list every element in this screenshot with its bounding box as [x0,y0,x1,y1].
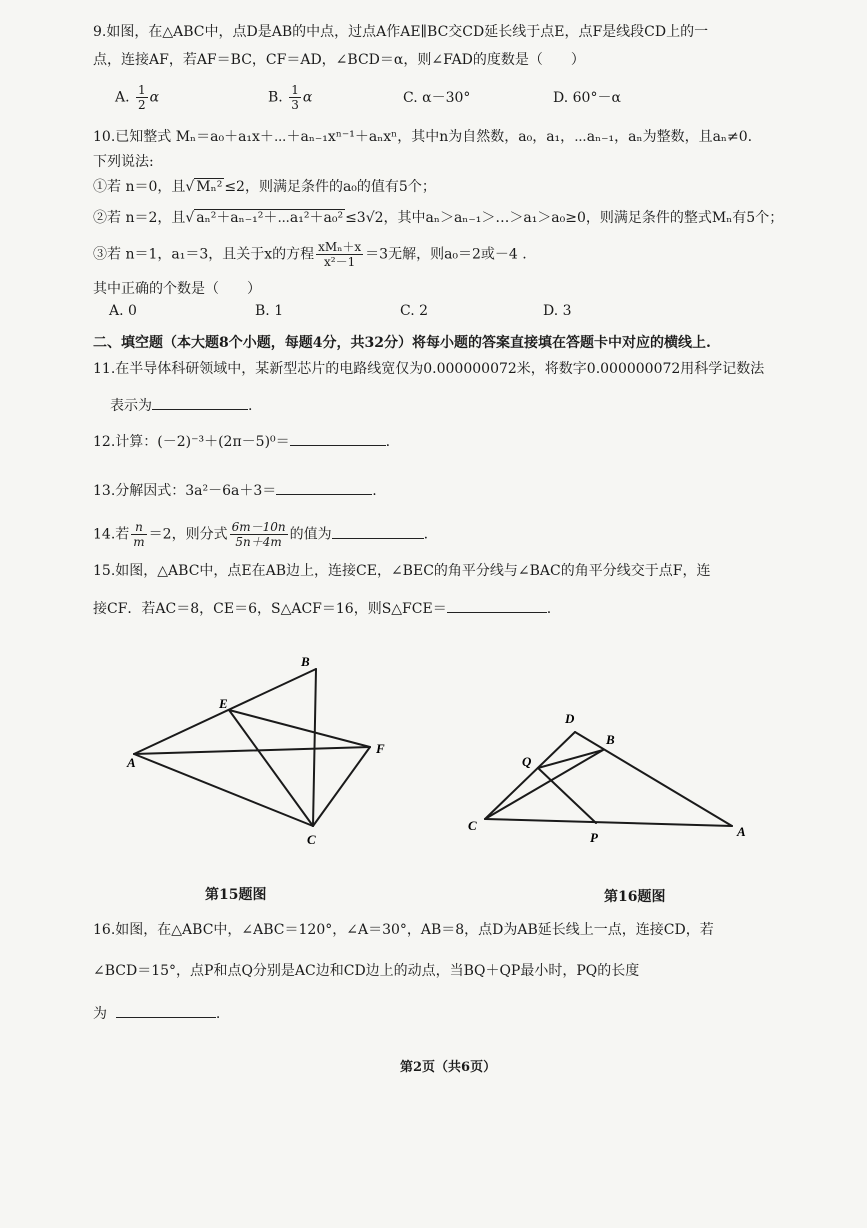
q10-statement1: ①若 n＝0，且√ Mₙ² ≤2，则满足条件的a₀的值有5个； [93,179,436,195]
q11-line2: 表示为 . [110,395,252,416]
q16-line3: 为 . [93,1003,220,1024]
fig16-label-A: A [737,824,746,839]
q14-line: 14.若 $\frac{n}{m}$ ＝2，则分式 $\frac{6m-10n}{5n+4m}$ 的值为 . [93,520,429,549]
fig15-label-F: F [376,741,385,756]
q12-line: 12.计算：(－2)⁻³＋(2π－5)⁰＝ . [93,431,390,452]
q9-option-b: B. $\frac{1}{3}$ α [268,83,313,112]
q10-statement2: ②若 n＝2，且√ aₙ²＋aₙ₋₁²＋⋯a₁²＋a₀² ≤3√2，其中aₙ＞aₙ₋₁＞…＞a₁＞a₀≥0，则满足条件的整式Mₙ有5个； [93,210,784,226]
q9-option-c: C. α－30° [403,90,471,106]
q15-line1: 15.如图，△ABC中，点E在AB边上，连接CE，∠BEC的角平分线与∠BAC的角平分线交于点F，连 [93,563,711,579]
q9-option-d: D. 60°－α [553,90,621,106]
fig15-caption: 第15题图 [205,887,267,903]
fig16-label-P: P [590,830,598,845]
q10-line2: 下列说法: [93,154,154,170]
q16-line1: 16.如图，在△ABC中，∠ABC＝120°，∠A＝30°，AB＝8，点D为AB延长线上一点，连接CD，若 [93,922,714,938]
fig16-label-D: D [565,711,575,726]
q10-option-d: D. 3 [543,303,572,319]
q9-option-a: A. $\frac{1}{2}$ α [115,83,160,112]
fig15-label-A: A [127,755,136,770]
q10-statement3: ③若 n＝1，a₁＝3，且关于x的方程 $\frac{\text{xMₙ＋x}}{\text{x²－1}}$ ＝3无解，则a₀＝2或－4 . [93,240,527,269]
q16-answer-blank[interactable] [116,1003,216,1018]
fig15-label-C: C [307,832,316,847]
q10-option-b: B. 1 [255,303,284,319]
fig16-caption: 第16题图 [604,889,666,905]
q16-line2: ∠BCD＝15°，点P和点Q分别是AC边和CD边上的动点，当BQ＋QP最小时，PQ的长度 [93,963,640,979]
fig15-label-E: E [219,696,228,711]
q9-line2: 点，连接AF，若AF＝BC，CF＝AD，∠BCD＝α，则∠FAD的度数是（ ） [93,52,585,68]
q10-line1: 10.已知整式 Mₙ＝a₀＋a₁x＋⋯＋aₙ₋₁xⁿ⁻¹＋aₙxⁿ，其中n为自然数，a₀，a₁，⋯aₙ₋₁，aₙ为整数，且aₙ≠0. [93,129,753,145]
fig16-label-B: B [606,732,615,747]
q10-option-c: C. 2 [400,303,429,319]
q10-option-a: A. 0 [109,303,137,319]
fig16-label-Q: Q [522,754,532,769]
q11-line1: 11.在半导体科研领域中，某新型芯片的电路线宽仅为0.000000072米，将数字0.000000072用科学记数法 [93,361,765,377]
fig15-label-B: B [301,654,310,669]
q13-line: 13.分解因式：3a²－6a＋3＝ . [93,480,377,501]
q10-line6: 其中正确的个数是（ ） [93,281,261,297]
q9-line1: 9.如图，在△ABC中，点D是AB的中点，过点A作AE∥BC交CD延长线于点E，点F是线段CD上的一 [93,24,709,40]
page-footer: 第2页（共6页） [400,1060,497,1075]
section2-heading: 二、填空题（本大题8个小题，每题4分，共32分）将每小题的答案直接填在答题卡中对应的横线上. [93,335,711,351]
fig16-label-C: C [468,818,477,833]
q15-line2: 接CF．若AC＝8，CE＝6，S△ACF＝16，则S△FCE＝ . [93,598,551,619]
